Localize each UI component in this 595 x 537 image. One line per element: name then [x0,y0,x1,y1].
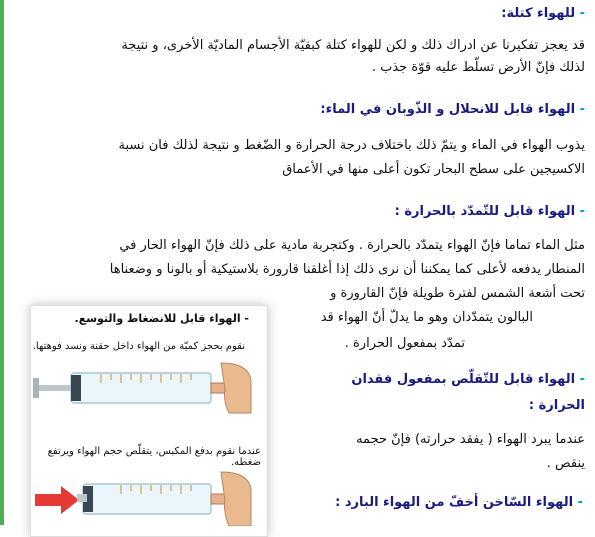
syringe-figure [30,305,268,537]
figure-caption-1: نقوم بحجز كميّة من الهواء داخل حقنة ونسد فوهتها. [32,341,245,352]
section4-heading-cont: الحرارة : [528,398,585,413]
section5-heading: - الهواء السّاخن أخفّ من الهواء البارد : [335,495,583,510]
section3-line: البالون يتمدّدان وهو ما يدلّ أنّ الهواء قد [320,310,533,325]
syringe-icon [31,361,267,416]
accent-bar [0,0,4,525]
section1-heading: - للهواء كتلة: [501,6,585,21]
section2-line: الاكسيجين على سطح البحار تكون أعلى منها في الأعماق [282,162,585,177]
section1-line: قد يعجز تفكيرنا عن ادراك ذلك و لكن للهواء كتلة كبقيّة الأجسام الماديّة الأخرى، و نتيجة [121,38,585,53]
figure-caption-2: عندما نقوم بدفع المكبس، يتقلّص حجم الهواء ويرتفع ضغطه. [47,446,261,468]
section3-line: تحت أشعة الشمس لفترة طويلة فإنّ القارورة و [330,286,585,301]
section4-line: ينقص . [546,456,585,471]
syringe-push-icon [31,466,267,526]
section4-heading: - الهواء قابل للتّقلّص بمفعول فقدان [351,372,585,387]
section1-line: لذلك فإنّ الأرض تسلّط عليه قوّة جذب . [371,60,585,75]
section3-line: المنطار يدفعه لأعلى كما يمكننا أن نرى ذلك إذا أغلقنا قارورة بلاستيكية أو بالونا و وضعناها [109,262,585,277]
section4-line: عندما يبرد الهواء ( يفقد حرارته) فإنّ حجمه [356,432,585,447]
section3-line: تمدّد بمفعول الحرارة . [344,336,465,351]
section2-line: يذوب الهواء في الماء و يتمّ ذلك باختلاف درجة الحرارة و الضّغط و نتيجة لذلك فان نسبة [118,138,585,153]
section2-heading: - الهواء قابل للانحلال و الذّوبان في الماء: [320,102,585,117]
section3-line: مثل الماء تماما فإنّ الهواء يتمدّد بالحرارة . وكتجربة مادية على ذلك فإنّ الهواء الحار في [119,238,585,253]
figure-title: - الهواء قابل للانضغاط والتوسع. [74,312,249,325]
section3-heading: - الهواء قابل للتّمدّد بالحرارة : [394,204,585,219]
